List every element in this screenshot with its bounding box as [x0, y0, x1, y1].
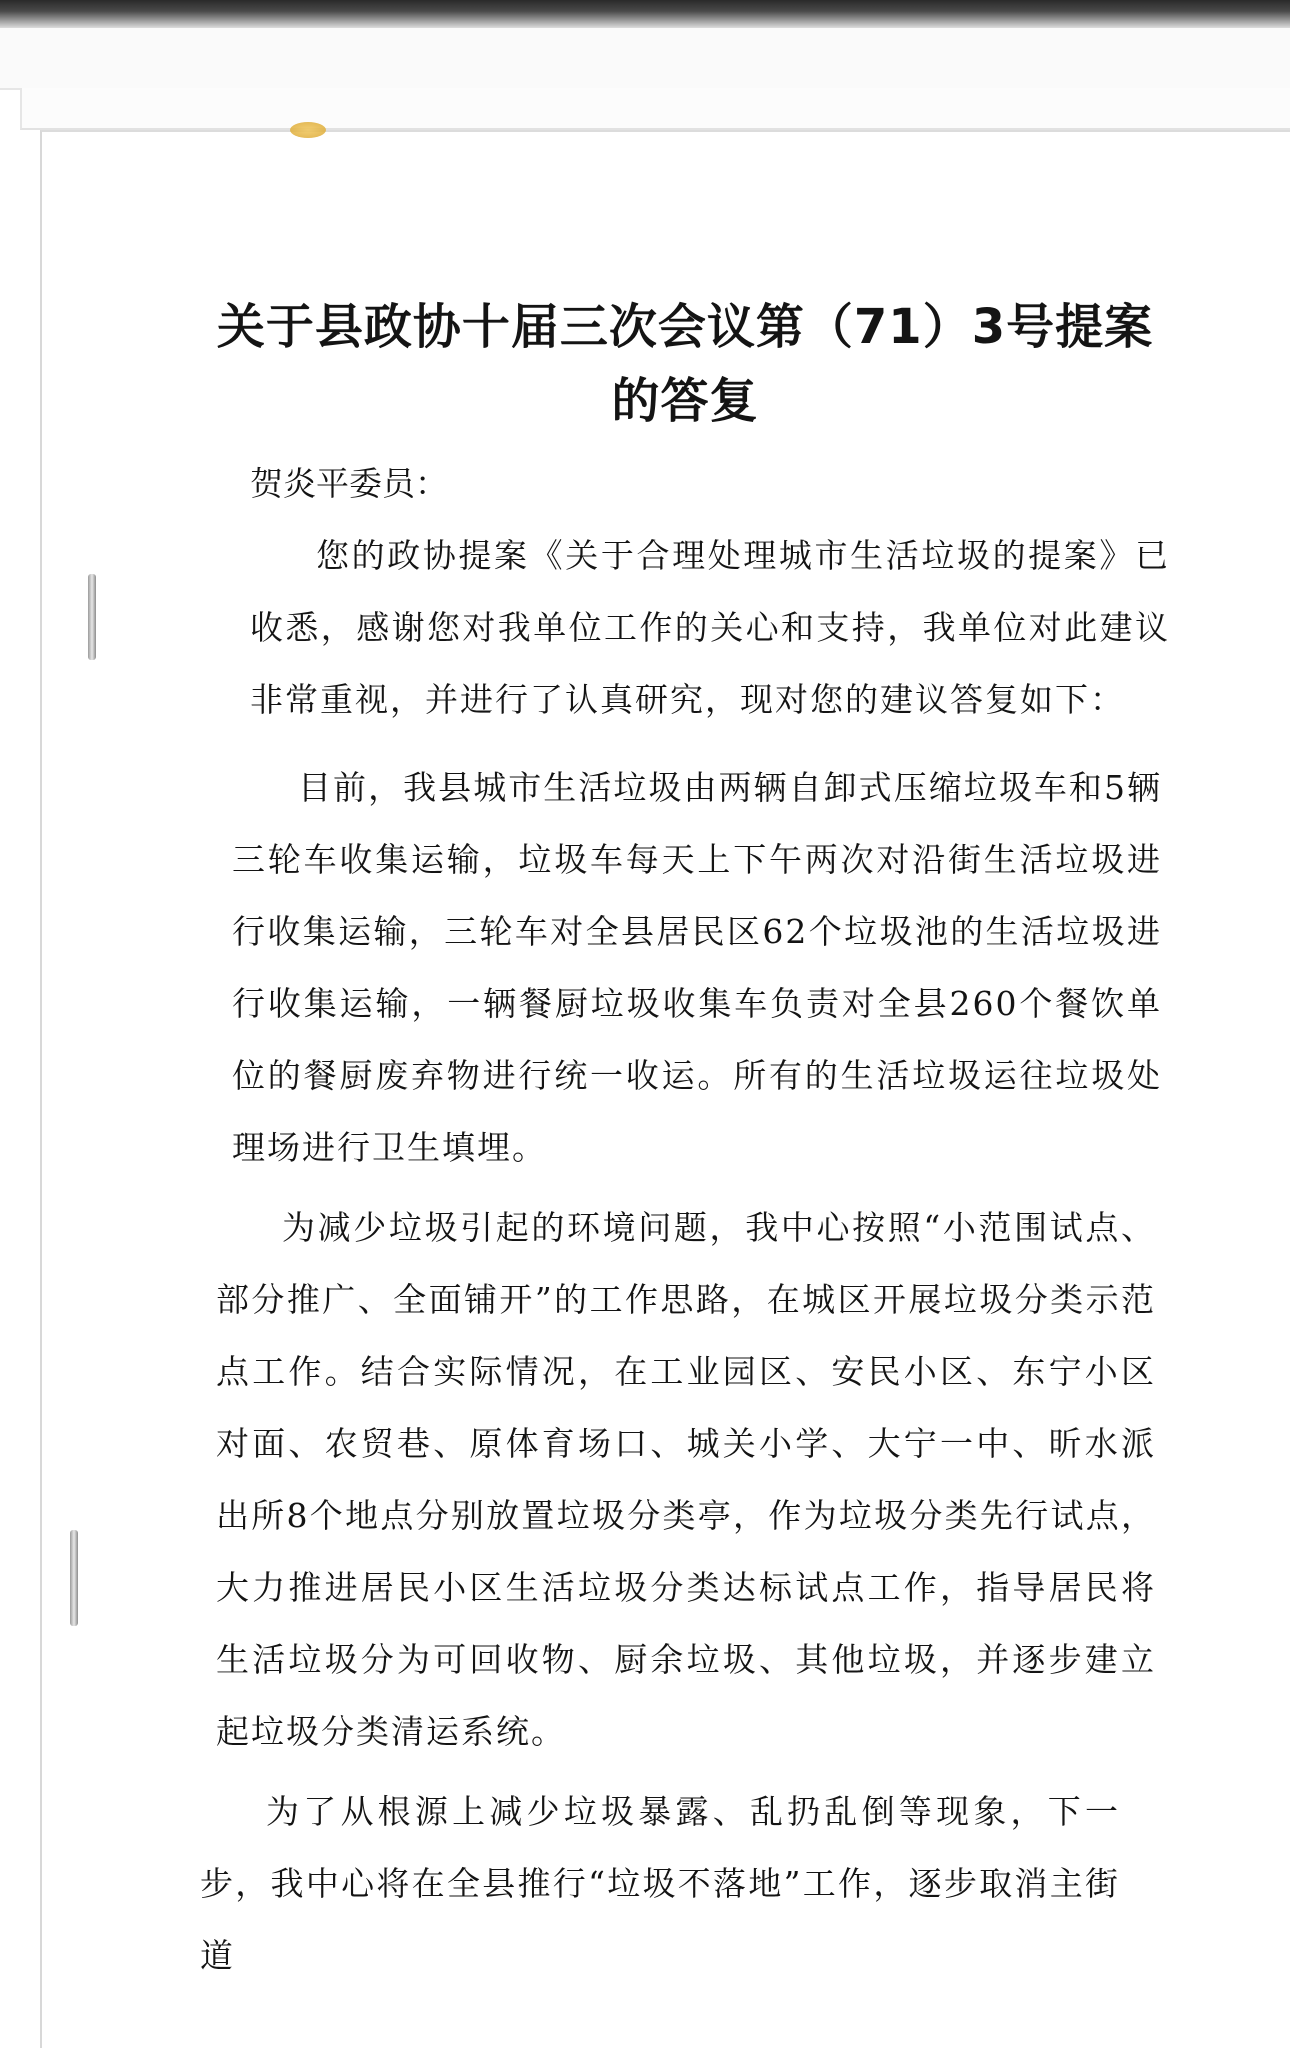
staple-bottom: [70, 1530, 78, 1626]
paper-stack-edge-inner: [20, 88, 1290, 130]
paragraph-3: 为减少垃圾引起的环境问题，我中心按照“小范围试点、部分推广、全面铺开”的工作思路，在城区开展垃圾分类示范点工作。结合实际情况，在工业园区、安民小区、东宁小区对面、农贸巷、原体育场口、城关小学、大宁一中、昕水派出所8个地点分别放置垃圾分类亭，作为垃圾分类先行试点，大力推进居民小区生活垃圾分类达标试点工作，指导居民将生活垃圾分为可回收物、厨余垃圾、其他垃圾，并逐步建立起垃圾分类清运系统。: [216, 1208, 1156, 1751]
paragraph-1: 您的政协提案《关于合理处理城市生活垃圾的提案》已收悉，感谢您对我单位工作的关心和支持，我单位对此建议非常重视，并进行了认真研究，现对您的建议答复如下：: [250, 536, 1170, 719]
document-title: [170, 290, 1200, 438]
paragraph-4: 为了从根源上减少垃圾暴露、乱扔乱倒等现象，下一步，我中心将在全县推行“垃圾不落地”工作，逐步取消主街道: [200, 1792, 1120, 1975]
title-line-1: 关于县政协十届三次会议第（71）3号提案: [216, 299, 1154, 355]
paper-stack-edge-dark: [0, 0, 1290, 28]
staple-top: [88, 574, 96, 660]
document-body: [200, 290, 1200, 1992]
paragraph-2: 目前，我县城市生活垃圾由两辆自卸式压缩垃圾车和5辆三轮车收集运输，垃圾车每天上下午两次对沿街生活垃圾进行收集运输，三轮车对全县居民区62个垃圾池的生活垃圾进行收集运输，一辆餐厨垃圾收集车负责对全县260个餐饮单位的餐厨废弃物进行统一收运。所有的生活垃圾运往垃圾处理场进行卫生填埋。: [232, 768, 1162, 1167]
tape-mark: [290, 122, 326, 138]
title-line-2: 的答复: [611, 373, 759, 429]
salutation: 贺炎平委员：: [250, 464, 448, 503]
paper-stack-edge: [0, 28, 1290, 90]
